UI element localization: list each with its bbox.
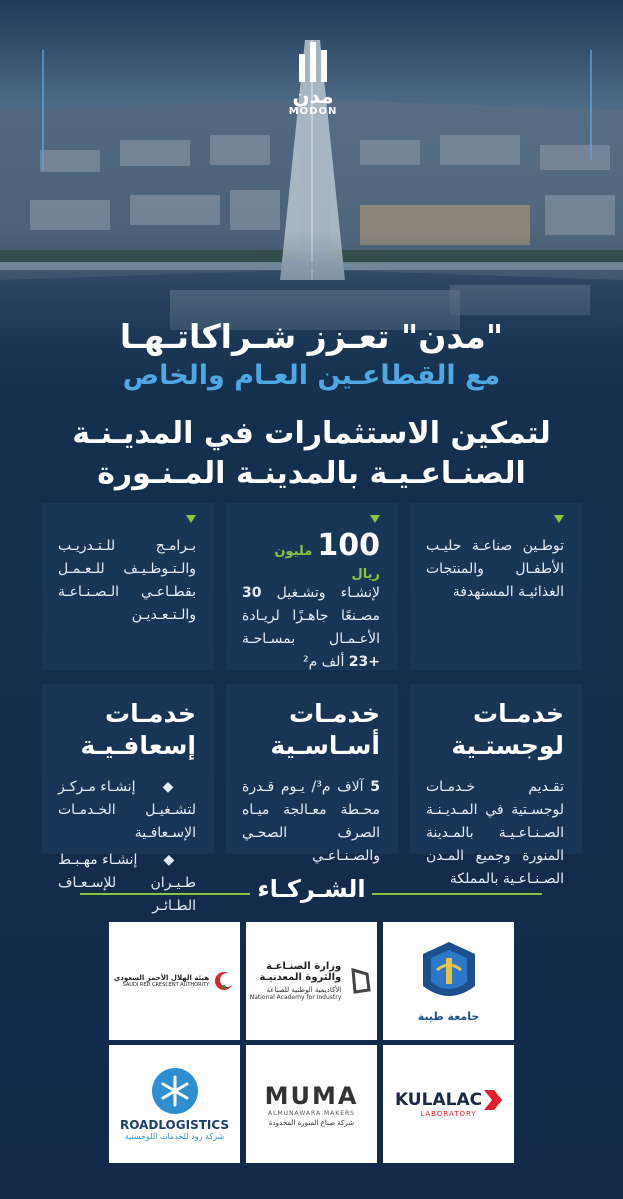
stat-text-part1: لإنشـاء وتشـغيل bbox=[276, 585, 380, 601]
service-title-line2: إسعافـيـة bbox=[80, 731, 196, 760]
stat-card-training bbox=[42, 503, 214, 670]
muma-sub-en: ALMUNAWARA MAKERS bbox=[268, 1109, 355, 1117]
ministry-label-en: National Academy for Industry bbox=[249, 994, 342, 1001]
partner-logo-muma bbox=[246, 1045, 377, 1163]
subheadline-line2: الصنـاعـيـة بالمدينـة المـنـورة bbox=[97, 456, 526, 491]
stat-number: 100 bbox=[317, 528, 380, 563]
bullet-icon: ◆ bbox=[137, 852, 196, 868]
kulalac-sub: LABORATORY bbox=[420, 1110, 477, 1118]
kulalac-arrow-icon bbox=[484, 1090, 502, 1110]
partner-logo-road-logistics bbox=[109, 1045, 240, 1163]
partner-logo-red-crescent bbox=[109, 922, 240, 1040]
subheadline bbox=[60, 414, 563, 494]
road-logistics-sub-ar: شركة رود للخدمات اللوجستية bbox=[124, 1132, 225, 1141]
road-logistics-snowflake-icon bbox=[151, 1067, 199, 1115]
headline-line2: مع القطاعـين العـام والخاص bbox=[122, 360, 501, 391]
stat-text: توطـين صناعـة حليـب الأطفـال والمنتجات الغذائيـة المستهدفة bbox=[426, 538, 564, 600]
partner-logo-ministry bbox=[246, 922, 377, 1040]
stat-unit: مليون ريال bbox=[274, 544, 380, 582]
partner-logo-taibah bbox=[383, 922, 514, 1040]
road-logistics-wordmark: ROADLOGISTICS bbox=[119, 1118, 230, 1132]
stat-amount bbox=[242, 529, 380, 582]
partners-title: الشـركـاء bbox=[257, 875, 366, 903]
service-card-logistics bbox=[410, 684, 582, 887]
ministry-label-3: الأكاديمية الوطنية للصناعة bbox=[266, 986, 342, 994]
ministry-label-2: والثروة المعدنيـة bbox=[259, 972, 342, 983]
red-crescent-label-ar: هيئة الهلال الأحمر السعودي bbox=[113, 974, 210, 982]
triangle-marker-icon bbox=[370, 515, 380, 523]
service-text-body: آلاف م³/ يـوم قـدرة محـطة معـالجة ميـاه الصرف الصحـي والصـنـاعـي bbox=[242, 779, 380, 864]
service-text: تقـديم خـدمـات لوجسـتية في المـديـنـة الصـنـاعـيـة بالمـدينة المنورة وجميع المـدن الصـنـاعـية بالمملكة bbox=[426, 779, 564, 887]
triangle-marker-icon bbox=[554, 515, 564, 523]
stat-text: بـرامـج للـتـدريـب والـتـوظـيـف للـعـمـل بقطـاعـي الـصـنـاعـة والـتـعـديـن bbox=[58, 538, 196, 623]
kulalac-wordmark: KULALAC bbox=[394, 1090, 483, 1110]
service-card-emergency bbox=[42, 684, 214, 914]
service-bullet bbox=[58, 776, 196, 845]
stat-text-part3: ألف م² bbox=[302, 654, 345, 670]
service-title-line1: خدمـات bbox=[473, 699, 564, 728]
service-title-line1: خدمـات bbox=[289, 699, 380, 728]
service-title-line2: لوجستـية bbox=[451, 731, 564, 760]
decor-line-left bbox=[42, 50, 44, 170]
ministry-ring-icon bbox=[347, 966, 373, 996]
red-crescent-label-en: SAUDI RED CRESCENT AUTHORITY bbox=[122, 982, 210, 988]
bullet-text: إنشـاء مهـبـط طـيـران للإسـعـاف الطـائـر bbox=[58, 852, 196, 914]
taibah-label: جامعة طيبة bbox=[417, 1009, 480, 1023]
modon-logo bbox=[268, 40, 358, 117]
service-card-basic bbox=[226, 684, 398, 864]
headline-line1: "مدن" تعـزز شـراكاتـهـا bbox=[119, 317, 504, 356]
stat-text-part2: مصـنعًا جاهـزًا لريـادة الأعـمـال بمسـاحـة bbox=[242, 608, 380, 647]
logo-english-name: MODON bbox=[288, 106, 338, 117]
red-crescent-icon bbox=[213, 970, 235, 992]
partner-logo-kulalac bbox=[383, 1045, 514, 1163]
muma-sub-ar: شركة صناع المنورة المحدودة bbox=[268, 1118, 355, 1127]
logo-arabic-name: مدن bbox=[292, 84, 334, 108]
decor-line-right bbox=[590, 50, 592, 160]
service-text bbox=[242, 776, 380, 868]
service-title-line2: أسـاسـية bbox=[270, 731, 380, 760]
stat-card-infant-milk bbox=[410, 503, 582, 670]
service-capacity-number: 5 bbox=[370, 779, 380, 795]
subheadline-line1: لتمكين الاستثمارات في المديـنـة bbox=[72, 416, 551, 451]
ministry-label-1: وزارة الصنـاعـة bbox=[266, 961, 342, 972]
modon-logo-icon bbox=[291, 40, 335, 82]
bullet-text: إنشـاء مـركـز لتشـغيـل الخـدمـات الإسـعافـية bbox=[58, 779, 196, 841]
stat-factory-count: 30 bbox=[242, 585, 262, 601]
stat-text bbox=[242, 582, 380, 674]
muma-wordmark: MUMA bbox=[264, 1081, 359, 1110]
triangle-marker-icon bbox=[186, 515, 196, 523]
stat-area-count: +23 bbox=[348, 654, 380, 670]
bullet-icon: ◆ bbox=[135, 779, 196, 795]
taibah-university-emblem-icon bbox=[417, 940, 481, 1008]
stat-card-factories bbox=[226, 503, 398, 670]
service-title-line1: خدمـات bbox=[105, 699, 196, 728]
